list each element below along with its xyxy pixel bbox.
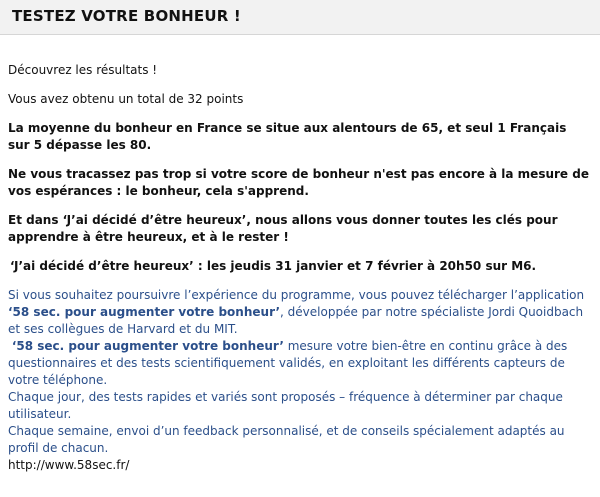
page-title: TESTEZ VOTRE BONHEUR ! bbox=[12, 7, 241, 25]
score-text: Vous avez obtenu un total de 32 points bbox=[8, 92, 244, 106]
average-text: La moyenne du bonheur en France se situe aux alentours de 65, et seul 1 Français sur 5 dépasse les 80. bbox=[8, 121, 567, 152]
results-intro: Découvrez les résultats ! bbox=[8, 63, 158, 77]
app-promo-line2-suffix: mesure votre bien-être en continu grâce à des questionnaires et des tests scientifiquement validés, en exploitant les différents capteurs de votre téléphone. bbox=[8, 339, 568, 387]
daily-text: Chaque jour, des tests rapides et variés sont proposés – fréquence à déterminer par chaque utilisateur. bbox=[8, 390, 563, 421]
app-promo-line1-suffix: , développée par notre spécialiste Jordi Quoidbach et ses collègues de Harvard et du MIT. bbox=[8, 305, 584, 336]
title-bar bbox=[0, 0, 600, 35]
weekly-text: Chaque semaine, envoi d’un feedback personnalisé, et de conseils spécialement adaptés au profil de chacun. bbox=[8, 424, 565, 455]
show-text: Et dans ‘J’ai décidé d’être heureux’, nous allons vous donner toutes les clés pour apprendre à être heureux, et à le rester ! bbox=[8, 213, 558, 244]
app-name: ‘58 sec. pour augmenter votre bonheur’ bbox=[8, 305, 281, 319]
app-promo bbox=[8, 287, 592, 457]
app-name-repeat: ‘58 sec. pour augmenter votre bonheur’ bbox=[11, 339, 284, 353]
app-promo-line1-prefix: Si vous souhaitez poursuivre l’expérience du programme, vous pouvez télécharger l’application bbox=[8, 288, 585, 302]
schedule-text: ‘J’ai décidé d’être heureux’ : les jeudis 31 janvier et 7 février à 20h50 sur M6. bbox=[10, 259, 537, 273]
app-promo-line2 bbox=[8, 338, 592, 389]
app-promo-line1 bbox=[8, 287, 592, 338]
results-content bbox=[8, 62, 592, 474]
reassure-text: Ne vous tracassez pas trop si votre score de bonheur n'est pas encore à la mesure de vos espérances : le bonheur, cela s'apprend. bbox=[8, 167, 589, 198]
app-url-link[interactable]: http://www.58sec.fr/ bbox=[8, 458, 130, 472]
